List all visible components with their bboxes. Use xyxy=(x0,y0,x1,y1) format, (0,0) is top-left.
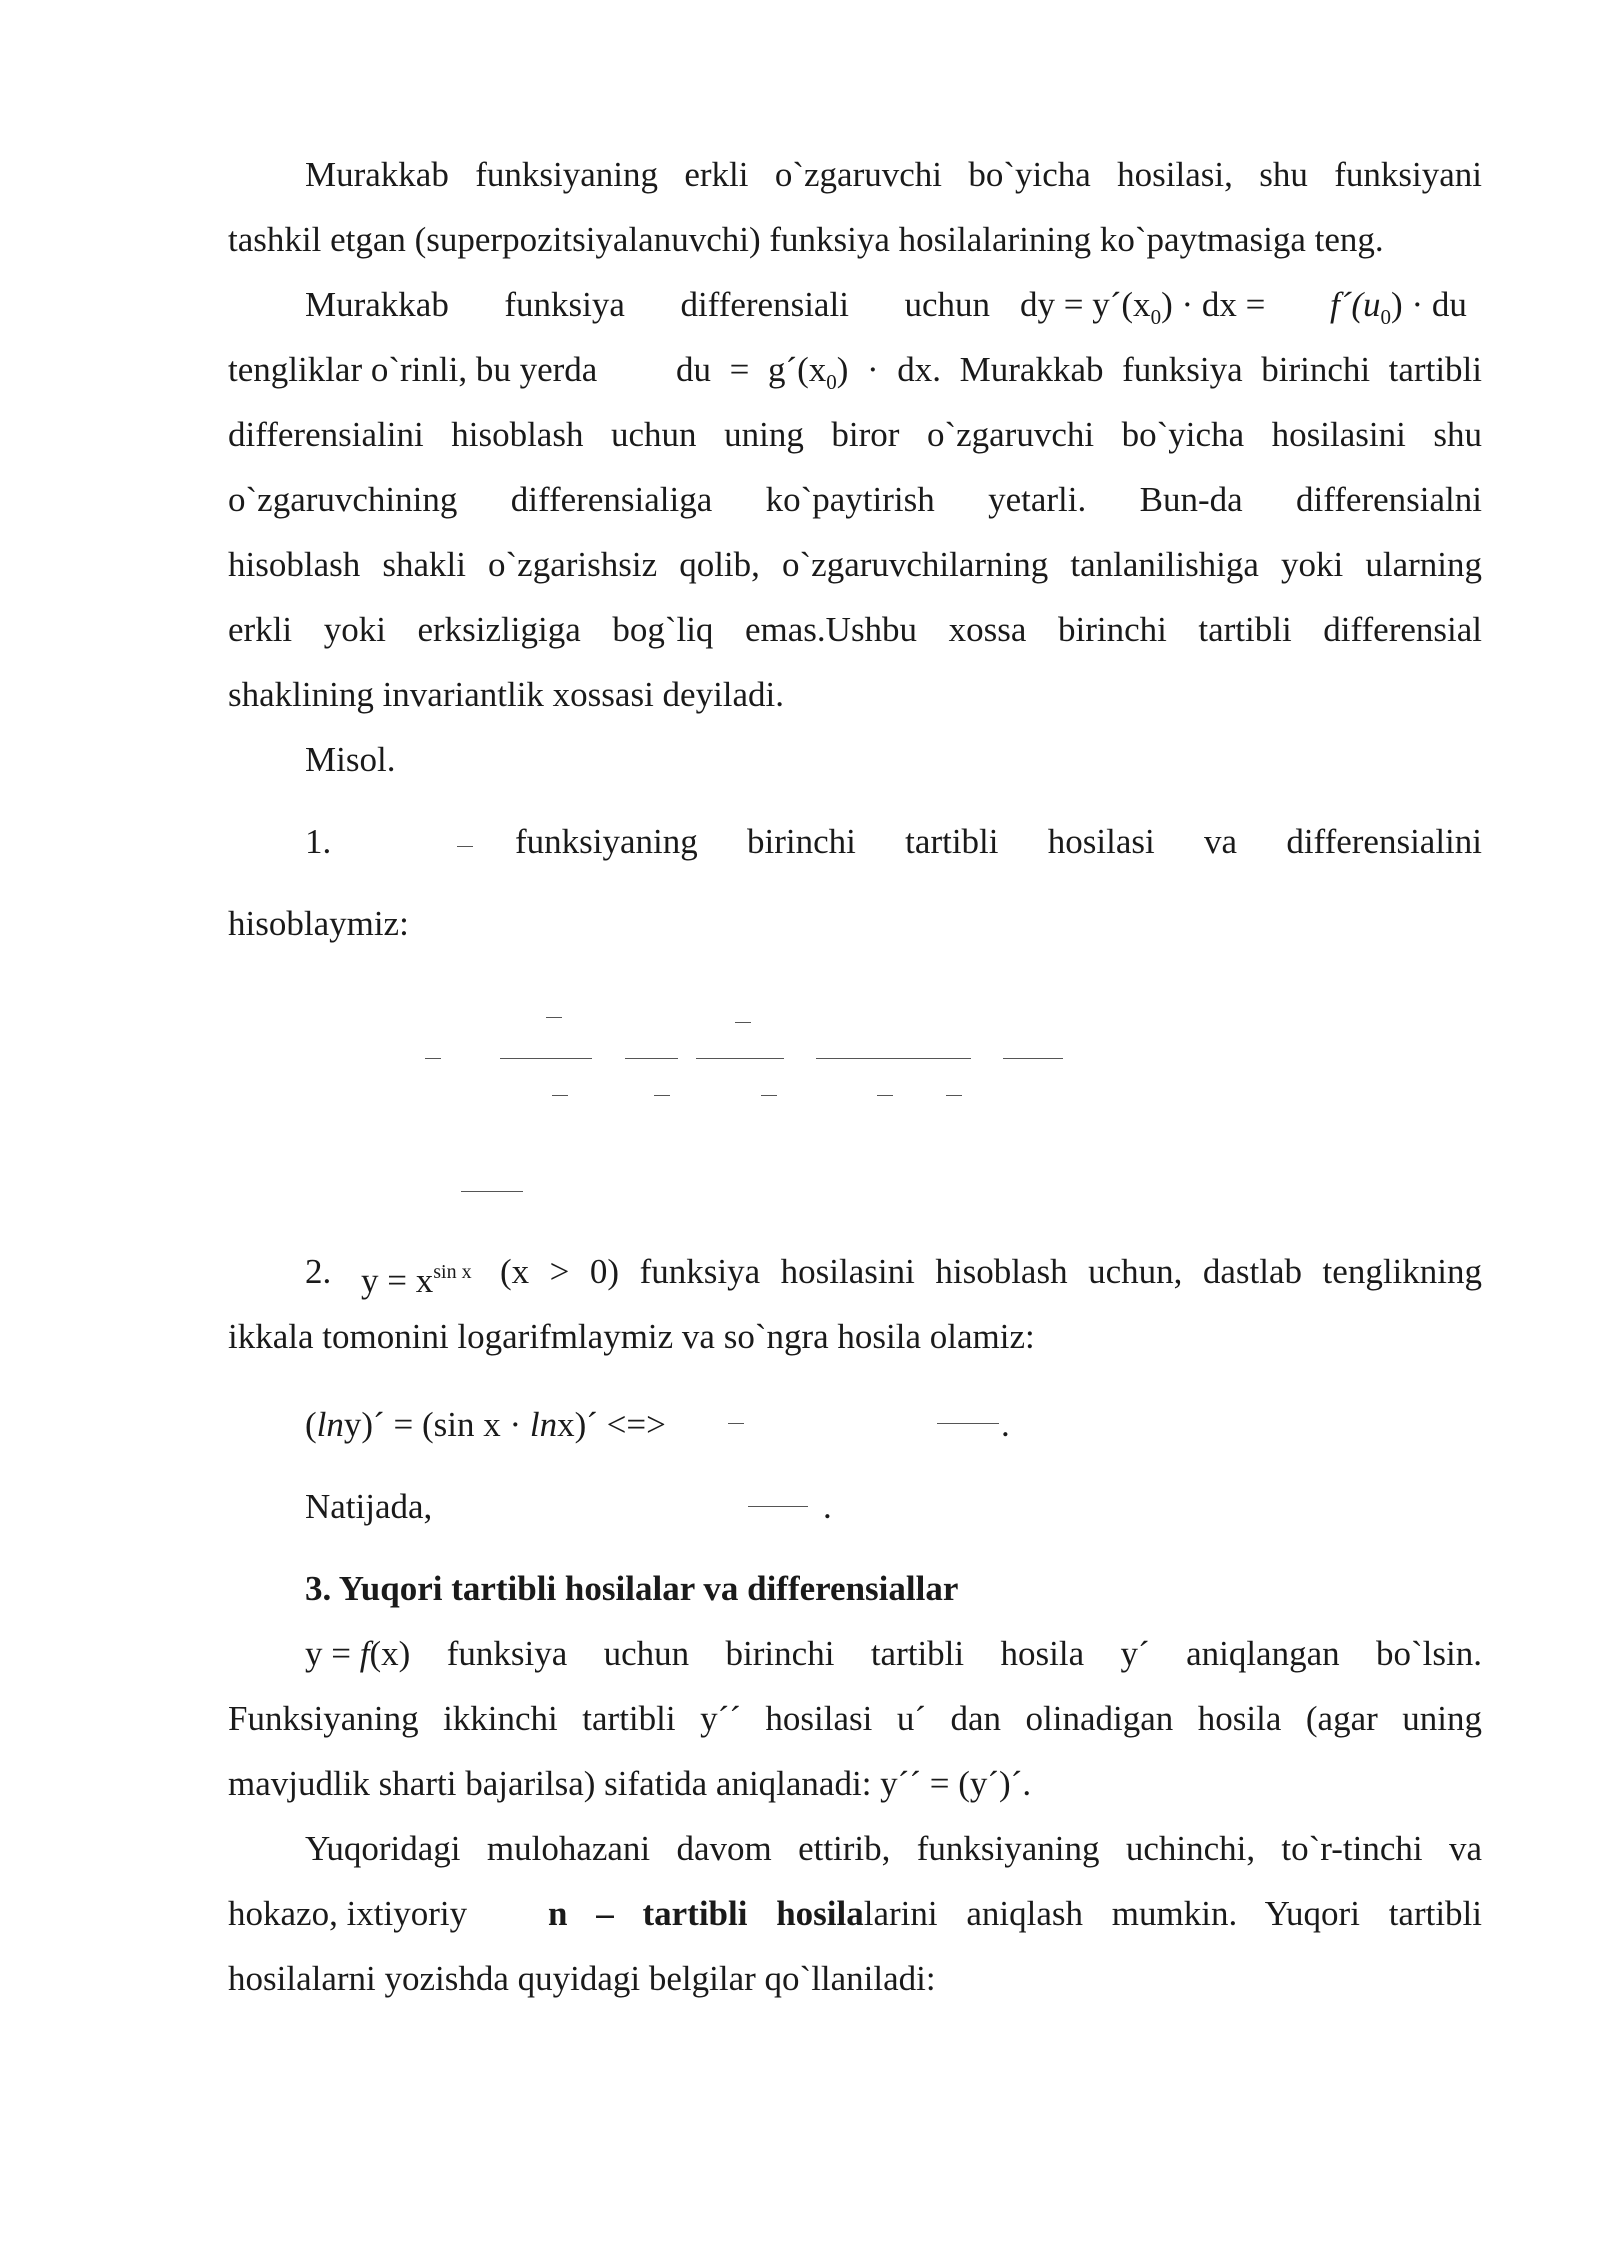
paragraph-4-line-3: hosilalarni yozishda quyidagi belgilar qo`llaniladi: xyxy=(228,1959,936,1998)
paragraph-2-line-1-text: Murakkab funksiya differensiali uchun xyxy=(305,285,990,324)
paragraph-4-line-1: Yuqoridagi mulohazani davom ettirib, funksiyaning uchinchi, to`r-tinchi va xyxy=(305,1829,1482,1868)
example-1-number: 1. xyxy=(305,822,332,861)
paragraph-4-line-2-start: hokazo, ixtiyoriy xyxy=(228,1894,468,1933)
paragraph-2-line-6: erkli yoki erksizligiga bog`liq emas.Ushbu xossa birinchi tartibli differensial xyxy=(228,610,1482,649)
fraction-bar xyxy=(761,1095,777,1096)
paragraph-4-line-2-rest: n – tartibli hosilalarini aniqlash mumkin. Yuqori tartibli xyxy=(548,1894,1483,1933)
paragraph-2-line-3: differensialini hisoblash uchun uning biror o`zgaruvchi bo`yicha hosilasini shu xyxy=(228,415,1482,454)
fraction-bar xyxy=(500,1058,592,1059)
paragraph-3-line-3: mavjudlik sharti bajarilsa) sifatida aniqlanadi: y´´ = (y´)´. xyxy=(228,1764,1032,1803)
example-heading: Misol. xyxy=(305,740,396,779)
paragraph-2-line-2-text: tengliklar o`rinli, bu yerda xyxy=(228,350,598,389)
differential-formula-2: $f´(u_0)$ · du xyxy=(1330,285,1467,329)
fraction-bar xyxy=(696,1058,784,1059)
fraction-bar xyxy=(728,1423,744,1424)
section-heading: 3. Yuqori tartibli hosilalar va differensiallar xyxy=(305,1569,959,1608)
example-1-continuation: hisoblaymiz: xyxy=(228,904,409,943)
fraction-bar xyxy=(946,1095,962,1096)
formula-period: . xyxy=(1001,1405,1010,1444)
paragraph-1-line-2: tashkil etgan (superpozitsiyalanuvchi) funksiya hosilalarining ko`paytmasiga teng. xyxy=(228,220,1384,259)
result-label: Natijada, xyxy=(305,1487,433,1526)
fraction-bar xyxy=(1003,1058,1063,1059)
fraction-bar xyxy=(816,1058,971,1059)
fraction-bar xyxy=(937,1423,999,1424)
example-2-function: $y = x^{sin x}$ xyxy=(361,1261,472,1300)
fraction-bar xyxy=(425,1058,441,1059)
differential-formula-1: dy = $y´(x_0)$ · dx = xyxy=(1020,285,1266,329)
logarithm-formula: (lny)´ = (sin x · lnx)´ <=> xyxy=(305,1405,666,1444)
paragraph-1-line-1: Murakkab funksiyaning erkli o`zgaruvchi bo`yicha hosilasi, shu funksiyani xyxy=(305,155,1482,194)
fraction-bar xyxy=(735,1022,751,1023)
fraction-bar xyxy=(877,1095,893,1096)
paragraph-3-line-1: y = f (x) funksiya uchun birinchi tartibli hosila y´ aniqlangan bo`lsin. xyxy=(305,1634,1482,1673)
example-2-line-2: ikkala tomonini logarifmlaymiz va so`ngra hosila olamiz: xyxy=(228,1317,1035,1356)
fraction-bar xyxy=(552,1095,568,1096)
fraction-bar xyxy=(748,1506,808,1507)
paragraph-2-line-7: shaklining invariantlik xossasi deyiladi. xyxy=(228,675,785,714)
paragraph-3-line-2: Funksiyaning ikkinchi tartibli y´´ hosilasi u´ dan olinadigan hosila (agar uning xyxy=(228,1699,1482,1738)
paragraph-2-line-4: o`zgaruvchining differensialiga ko`paytirish yetarli. Bun-da differensialni xyxy=(228,480,1482,519)
fraction-bar xyxy=(546,1017,562,1018)
result-period: . xyxy=(823,1487,832,1526)
fraction-bar xyxy=(654,1095,670,1096)
example-1-text: funksiyaning birinchi tartibli hosilasi va differensialini xyxy=(515,822,1482,861)
example-2-text: (x > 0) funksiya hosilasini hisoblash uchun, dastlab tenglikning xyxy=(500,1252,1482,1291)
missing-formula-dash xyxy=(457,846,473,847)
paragraph-2-line-5: hisoblash shakli o`zgarishsiz qolib, o`zgaruvchilarning tanlanilishiga yoki ularning xyxy=(228,545,1482,584)
fraction-bar xyxy=(625,1058,678,1059)
example-2-number: 2. xyxy=(305,1252,332,1291)
fraction-bar xyxy=(461,1191,523,1192)
differential-formula-3: du = $g´(x_0)$ · dx. Murakkab funksiya birinchi tartibli xyxy=(676,350,1482,394)
